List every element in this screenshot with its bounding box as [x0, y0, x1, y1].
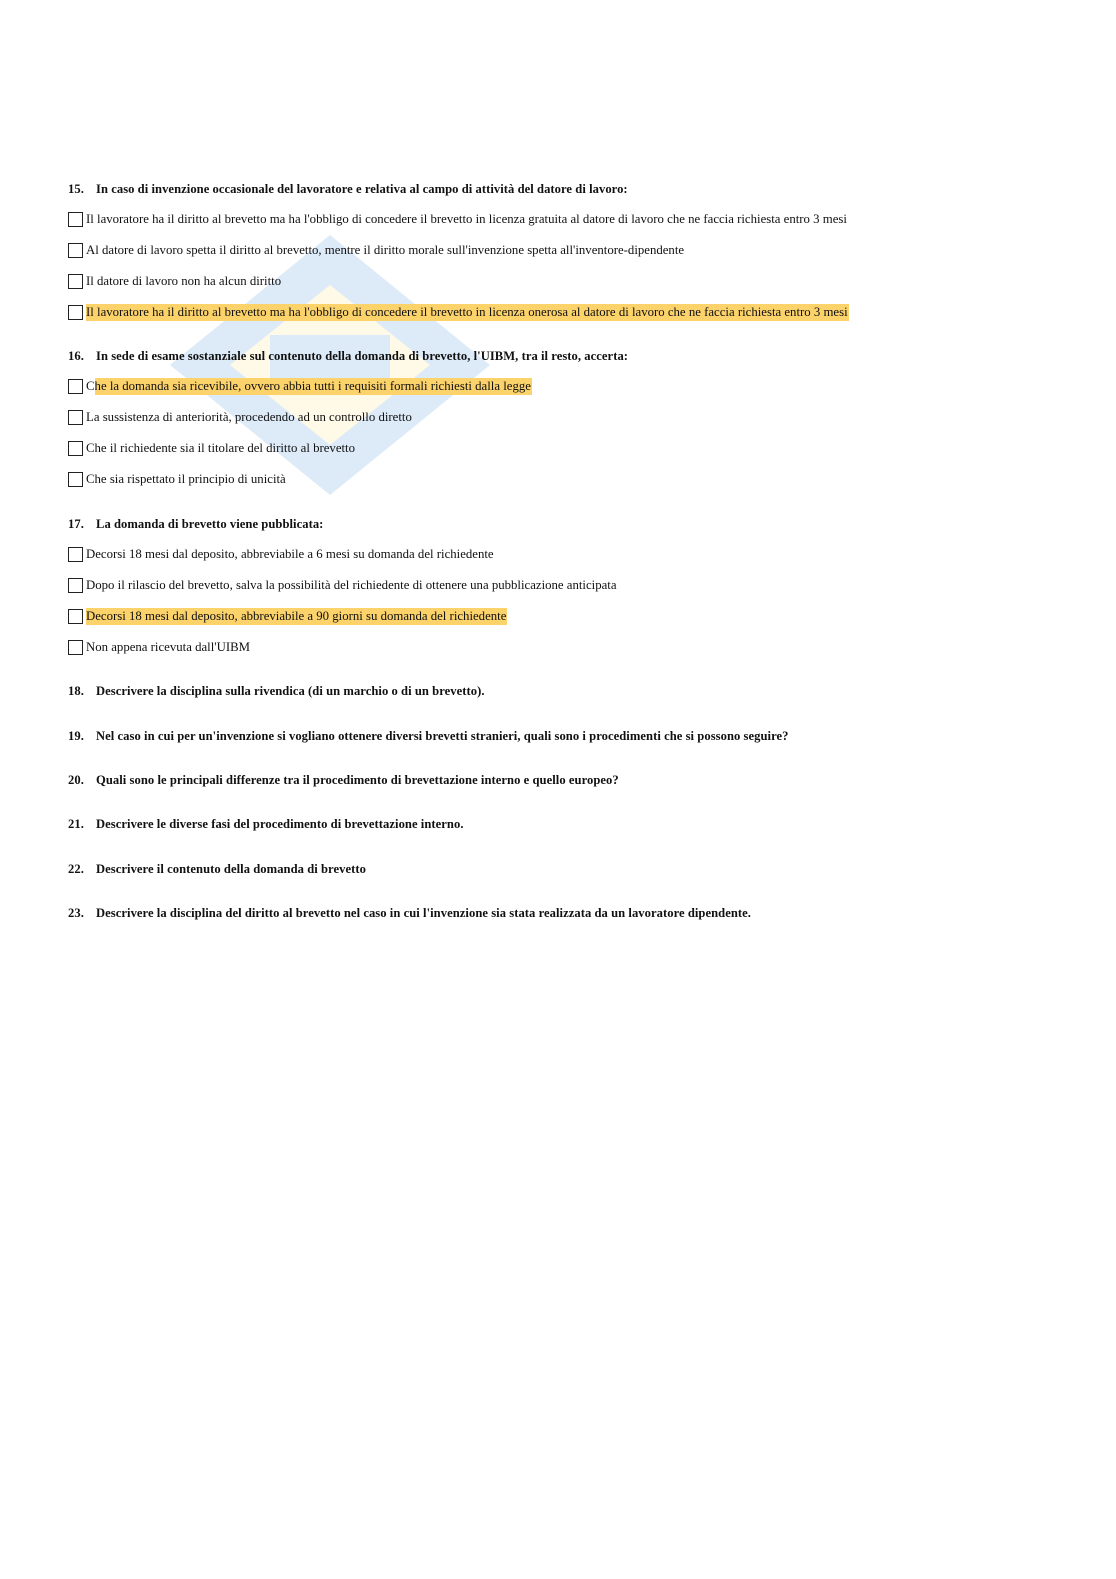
answer-option[interactable] [68, 376, 532, 396]
question-19 [68, 729, 789, 744]
checkbox[interactable] [68, 305, 83, 320]
question-text: Descrivere la disciplina sulla rivendica (di un marchio o di un brevetto). [96, 684, 485, 698]
answer-option[interactable] [68, 606, 507, 626]
question-text: Descrivere la disciplina del diritto al brevetto nel caso in cui l'invenzione sia stata realizzata da un lavoratore dipendente. [96, 906, 751, 920]
question-text: In sede di esame sostanziale sul contenuto della domanda di brevetto, l'UIBM, tra il resto, accerta: [96, 349, 629, 363]
answer-option[interactable] [68, 209, 847, 229]
answer-option[interactable] [68, 240, 684, 260]
checkbox[interactable] [68, 472, 83, 487]
question-text: Quali sono le principali differenze tra il procedimento di brevettazione interno e quello europeo? [96, 773, 619, 787]
option-text-highlighted: Il lavoratore ha il diritto al brevetto ma ha l'obbligo di concedere il brevetto in licenza onerosa al datore di lavoro che ne faccia richiesta entro 3 mesi [86, 304, 848, 319]
answer-option[interactable] [68, 544, 494, 564]
question-text: In caso di invenzione occasionale del lavoratore e relativa al campo di attività del datore di lavoro: [96, 182, 628, 196]
question-number: 18. [68, 684, 84, 698]
question-text: La domanda di brevetto viene pubblicata: [96, 517, 324, 531]
option-text: Decorsi 18 mesi dal deposito, abbreviabile a 6 mesi su domanda del richiedente [86, 546, 494, 561]
checkbox[interactable] [68, 640, 83, 655]
checkbox[interactable] [68, 578, 83, 593]
question-number: 22. [68, 862, 84, 876]
question-number: 17. [68, 517, 84, 531]
option-text-prefix: C [86, 378, 95, 393]
checkbox[interactable] [68, 441, 83, 456]
option-text: Dopo il rilascio del brevetto, salva la possibilità del richiedente di ottenere una pubblicazione anticipata [86, 577, 617, 592]
checkbox[interactable] [68, 410, 83, 425]
checkbox[interactable] [68, 379, 83, 394]
option-text-highlighted: Decorsi 18 mesi dal deposito, abbreviabile a 90 giorni su domanda del richiedente [86, 608, 507, 623]
checkbox[interactable] [68, 547, 83, 562]
option-text: Che il richiedente sia il titolare del diritto al brevetto [86, 440, 356, 455]
answer-option[interactable] [68, 575, 617, 595]
question-number: 20. [68, 773, 84, 787]
question-number: 16. [68, 349, 84, 363]
option-text-highlighted: he la domanda sia ricevibile, ovvero abbia tutti i requisiti formali richiesti dalla legge [94, 378, 531, 393]
option-text: Il datore di lavoro non ha alcun diritto [86, 273, 282, 288]
question-text: Descrivere il contenuto della domanda di brevetto [96, 862, 366, 876]
question-23 [68, 906, 751, 921]
question-text: Nel caso in cui per un'invenzione si vogliano ottenere diversi brevetti stranieri, quali sono i procedimenti che si possono seguire? [96, 729, 789, 743]
answer-option[interactable] [68, 469, 286, 489]
question-22 [68, 862, 366, 877]
question-number: 23. [68, 906, 84, 920]
option-text: Non appena ricevuta dall'UIBM [86, 639, 250, 654]
question-number: 21. [68, 817, 84, 831]
checkbox[interactable] [68, 274, 83, 289]
question-text: Descrivere le diverse fasi del procedimento di brevettazione interno. [96, 817, 464, 831]
question-16 [68, 349, 628, 364]
option-text: La sussistenza di anteriorità, procedendo ad un controllo diretto [86, 409, 412, 424]
option-text: Al datore di lavoro spetta il diritto al brevetto, mentre il diritto morale sull'invenzione spetta all'inventore-dipendente [86, 242, 685, 257]
checkbox[interactable] [68, 609, 83, 624]
option-text: Il lavoratore ha il diritto al brevetto ma ha l'obbligo di concedere il brevetto in licenza gratuita al datore di lavoro che ne faccia richiesta entro 3 mesi [86, 211, 847, 226]
question-number: 19. [68, 729, 84, 743]
question-21 [68, 817, 464, 832]
question-number: 15. [68, 182, 84, 196]
question-18 [68, 684, 485, 699]
answer-option[interactable] [68, 271, 281, 291]
checkbox[interactable] [68, 243, 83, 258]
checkbox[interactable] [68, 212, 83, 227]
question-20 [68, 773, 619, 788]
question-17 [68, 517, 323, 532]
option-text: Che sia rispettato il principio di unicità [86, 471, 286, 486]
answer-option[interactable] [68, 407, 412, 427]
question-15 [68, 182, 628, 197]
answer-option[interactable] [68, 637, 250, 657]
answer-option[interactable] [68, 438, 355, 458]
answer-option[interactable] [68, 302, 849, 322]
